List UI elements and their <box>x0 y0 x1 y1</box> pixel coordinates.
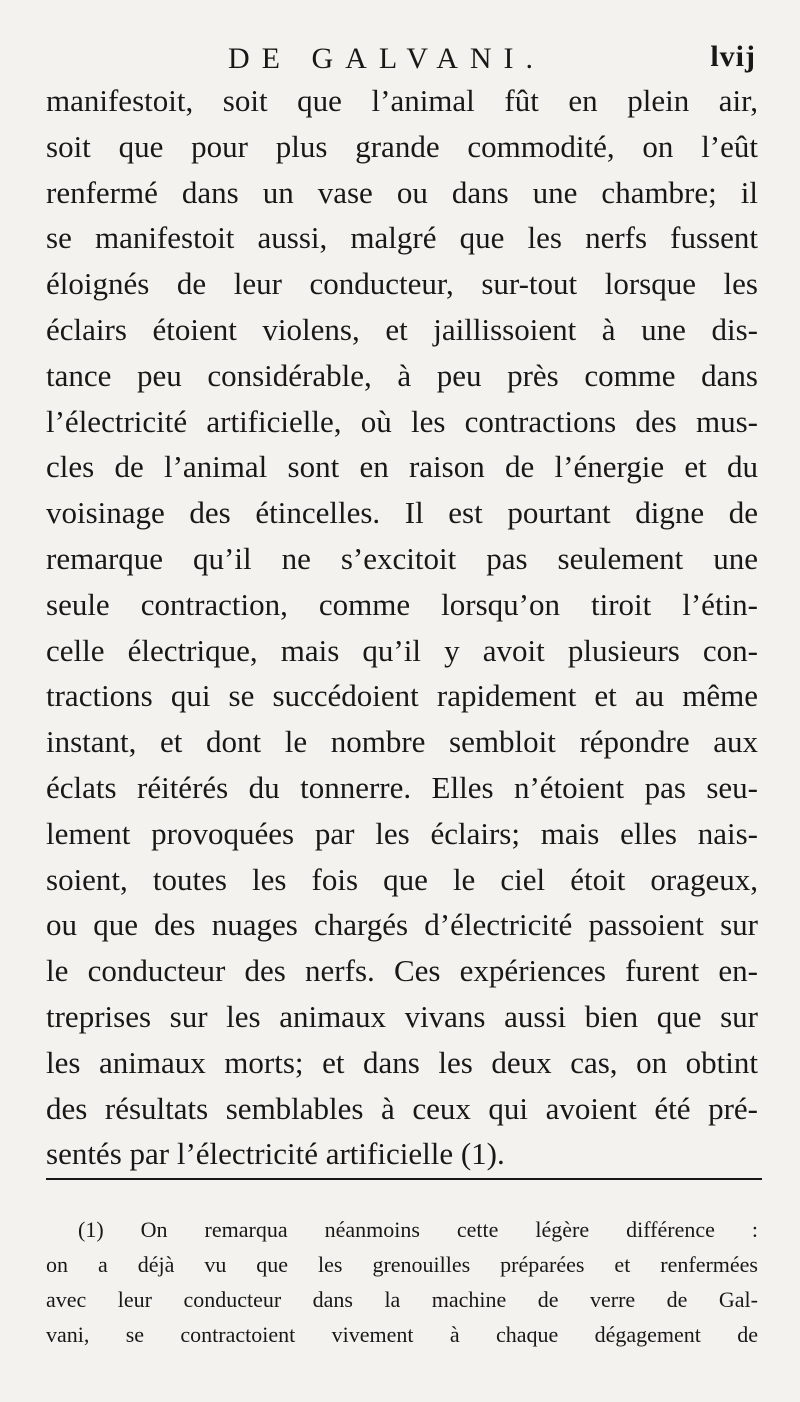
text-line: treprises sur les animaux vivans aussi bien que sur <box>46 998 758 1034</box>
text-line: le conducteur des nerfs. Ces expériences furent en- <box>46 953 758 989</box>
footnote-separator-rule <box>46 1178 762 1180</box>
body-text <box>46 78 758 1177</box>
text-line: des résultats semblables à ceux qui avoient été pré- <box>46 1090 758 1126</box>
text-line: renfermé dans un vase ou dans une chambre; il <box>46 174 758 210</box>
footnote-line: avec leur conducteur dans la machine de verre de Gal- <box>46 1287 758 1312</box>
text-line: soit que pour plus grande commodité, on l’eût <box>46 128 758 164</box>
text-line: se manifestoit aussi, malgré que les nerfs fussent <box>46 220 758 256</box>
running-head <box>228 42 768 82</box>
text-line: les animaux morts; et dans les deux cas, on obtint <box>46 1044 758 1080</box>
text-line: voisinage des étincelles. Il est pourtant digne de <box>46 495 758 531</box>
text-line: l’électricité artificielle, où les contractions des mus- <box>46 403 758 439</box>
text-line: éloignés de leur conducteur, sur-tout lorsque les <box>46 266 758 302</box>
text-line: éclats réitérés du tonnerre. Elles n’étoient pas seu- <box>46 769 758 805</box>
page-number: lvij <box>710 40 756 73</box>
text-line: remarque qu’il ne s’excitoit pas seulement une <box>46 540 758 576</box>
text-line: manifestoit, soit que l’animal fût en plein air, <box>46 83 758 118</box>
running-head-title: DE GALVANI. <box>228 42 546 75</box>
text-line: tance peu considérable, à peu près comme dans <box>46 357 758 393</box>
text-line: instant, et dont le nombre sembloit répondre aux <box>46 724 758 760</box>
text-line: soient, toutes les fois que le ciel étoit orageux, <box>46 861 758 897</box>
text-line: sentés par l’électricité artificielle (1). <box>46 1136 505 1172</box>
footnote-line: vani, se contractoient vivement à chaque dégagement de <box>46 1322 758 1347</box>
text-line: ou que des nuages chargés d’électricité passoient sur <box>46 907 758 943</box>
footnote-line: (1) On remarqua néanmoins cette légère différence : <box>78 1217 758 1242</box>
text-line: tractions qui se succédoient rapidement et au même <box>46 678 758 714</box>
footnote-line: on a déjà vu que les grenouilles préparées et renfermées <box>46 1252 758 1277</box>
footnote <box>46 1212 758 1352</box>
text-line: seule contraction, comme lorsqu’on tiroit l’étin- <box>46 586 758 622</box>
text-line: cles de l’animal sont en raison de l’énergie et du <box>46 449 758 485</box>
text-line: éclairs étoient violens, et jaillissoient à une dis- <box>46 311 758 347</box>
text-line: celle électrique, mais qu’il y avoit plusieurs con- <box>46 632 758 668</box>
text-line: lement provoquées par les éclairs; mais elles nais- <box>46 815 758 851</box>
